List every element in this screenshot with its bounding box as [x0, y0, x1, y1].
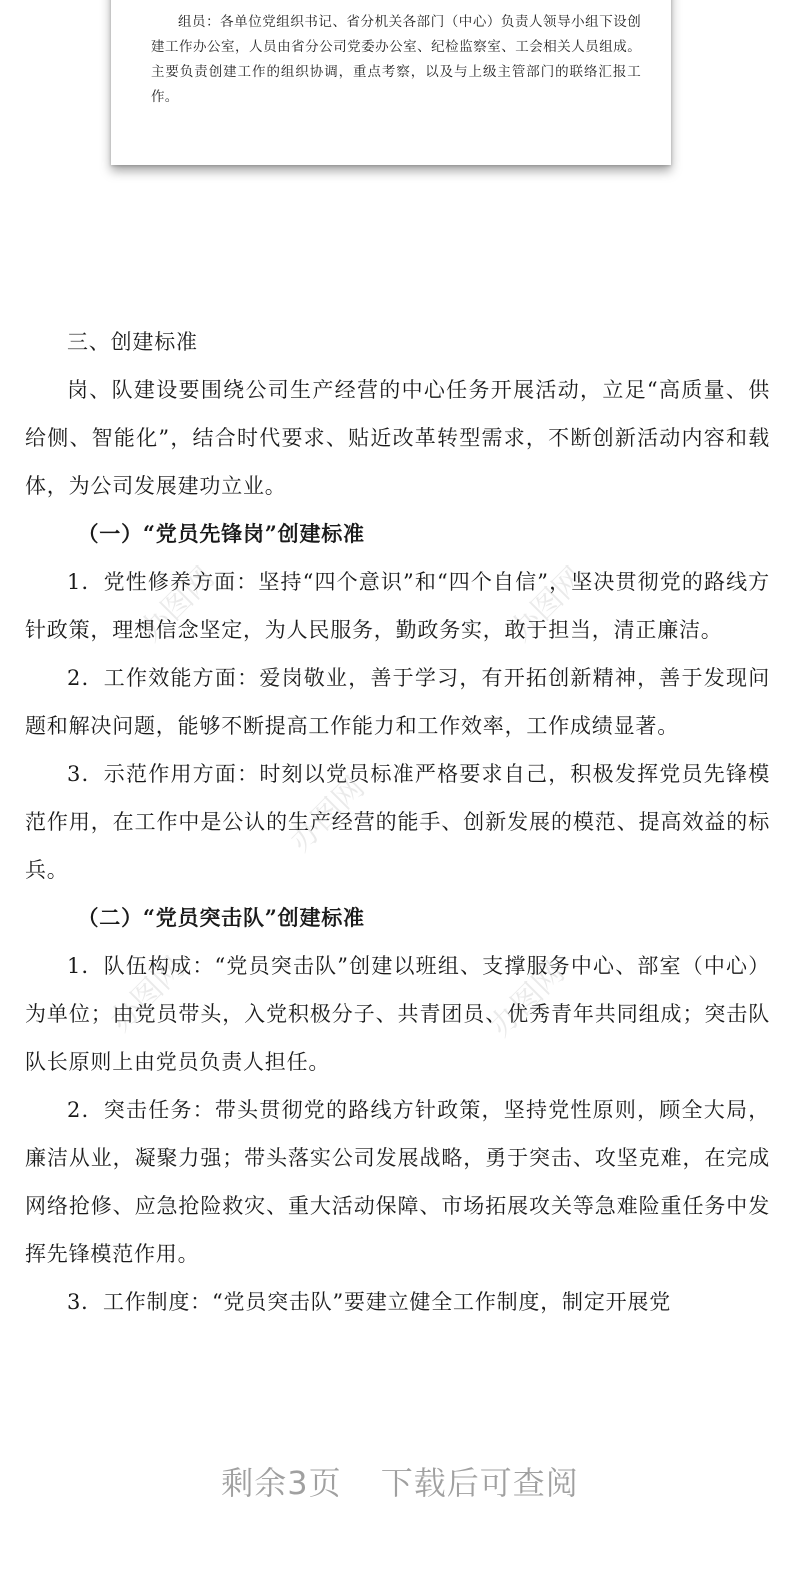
watermark: 办图网 — [283, 770, 372, 859]
remaining-pages-label: 剩余3页 — [221, 1464, 342, 1502]
watermark: 办图网 — [103, 950, 192, 1039]
list-item: 2．突击任务：带头贯彻党的路线方针政策，坚持党性原则，顾全大局，廉洁从业，凝聚力强；带头落实公司发展战略，勇于突击、攻坚克难，在完成网络抢修、应急抢险救灾、重大活动保障、市场拓展攻关等急难险重任务中发挥先锋模范作用。 — [25, 1098, 770, 1266]
watermark: 办图网 — [133, 560, 222, 649]
list-item: 1．队伍构成：“党员突击队”创建以班组、支撑服务中心、部室（中心）为单位；由党员带头，入党积极分子、共青团员、优秀青年共同组成；突击队队长原则上由党员负责人担任。 — [25, 954, 770, 1074]
list-item: 3．工作制度：“党员突击队”要建立健全工作制度，制定开展党 — [67, 1290, 672, 1314]
intro-paragraph: 岗、队建设要围绕公司生产经营的中心任务开展活动，立足“高质量、供给侧、智能化”，结合时代要求、贴近改革转型需求，不断创新活动内容和载体，为公司发展建功立业。 — [25, 378, 770, 498]
subsection-heading-assault-team: （二）“党员突击队”创建标准 — [77, 905, 365, 930]
watermark: 办图网 — [503, 560, 592, 649]
download-to-view-label[interactable]: 下载后可查阅 — [380, 1464, 579, 1502]
document-card-preview — [111, 0, 671, 165]
watermark: 办图网 — [483, 955, 572, 1044]
card-paragraph: 组员：各单位党组织书记、省分机关各部门（中心）负责人领导小组下设创建工作办公室，人员由省分公司党委办公室、纪检监察室、工会相关人员组成。主要负责创建工作的组织协调，重点考察，以及与上级主管部门的联络汇报工作。 — [151, 14, 641, 105]
section-title: 三、创建标准 — [67, 330, 198, 354]
list-item: 1．党性修养方面：坚持“四个意识”和“四个自信”，坚决贯彻党的路线方针政策，理想信念坚定，为人民服务，勤政务实，敢于担当，清正廉洁。 — [25, 570, 770, 642]
download-prompt[interactable] — [0, 1458, 800, 1504]
list-item: 3．示范作用方面：时刻以党员标准严格要求自己，积极发挥党员先锋模范作用，在工作中是公认的生产经营的能手、创新发展的模范、提高效益的标兵。 — [25, 762, 770, 882]
subsection-heading-vanguard-post: （一）“党员先锋岗”创建标准 — [77, 521, 365, 546]
list-item: 2．工作效能方面：爱岗敬业，善于学习，有开拓创新精神，善于发现问题和解决问题，能够不断提高工作能力和工作效率，工作成绩显著。 — [25, 666, 770, 738]
document-body — [25, 318, 770, 1326]
